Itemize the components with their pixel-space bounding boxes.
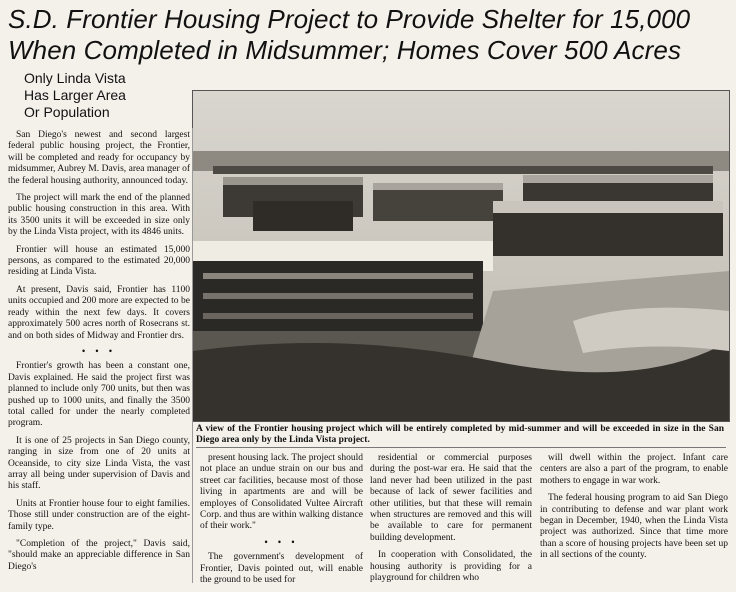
subheadline-line-1: Only Linda Vista: [24, 70, 126, 86]
subheadline-line-2: Has Larger Area: [24, 87, 126, 103]
paragraph: At present, Davis said, Frontier has 1100 units occupied and 200 more are expected to be ready within the next few days. It covers approximately 500 acres north of Rosecrans st. and on both sides of Midway and Frontier drs.: [8, 284, 190, 341]
headline-line-1: S.D. Frontier Housing Project to Provide Shelter for 15,000: [8, 4, 691, 34]
paragraph: Frontier will house an estimated 15,000 persons, as compared to the estimated 20,000 residing at Linda Vista.: [8, 244, 190, 278]
paragraph: In cooperation with Consolidated, the housing authority is providing for a playground for children who: [370, 550, 532, 584]
paragraph: The government's development of Frontier, Davis pointed out, will enable the ground to be used for: [200, 552, 363, 586]
section-separator: • • •: [264, 536, 299, 547]
article-column-1: [8, 130, 190, 579]
section-separator: • • •: [82, 345, 116, 356]
paragraph: residential or commercial purposes during the post-war era. He said that the land never had been utilized in the past because of lack of sewer facilities and other utilities, but that these will remain when structures are removed and this will be available to care for permanent building development.: [370, 453, 532, 543]
housing-project-photo: [192, 90, 730, 422]
article-column-4: [540, 453, 728, 568]
paragraph: It is one of 25 projects in San Diego county, ranging in size from one of 20 units at Oceanside, to city size Linda Vista, the vast array all being under supervision of Davis and his staff.: [8, 435, 190, 492]
paragraph: present housing lack. The project should not place an undue strain on our bus and street car facilities, because most of those living in apartments are and will be employes of Consolidated Vultee Aircraft Corp. and thus are within walking distance of their work.": [200, 453, 363, 532]
paragraph: "Completion of the project," Davis said, "should make an appreciable difference in San Diego's: [8, 539, 190, 572]
article-column-3: [370, 453, 532, 590]
caption-divider: [196, 447, 726, 448]
subheadline: [24, 70, 184, 121]
paragraph: The project will mark the end of the planned public housing construction in this area. With its 3500 units it will be exceeded in size only by the Linda Vista project, with its 4846 units.: [8, 193, 190, 238]
paragraph: Frontier's growth has been a constant one, Davis explained. He said the project first was planned to include only 700 units, but then was pushed up to 1000 units, and finally the 3500 total called for under the nearly completed program.: [8, 361, 190, 429]
paragraph: The federal housing program to aid San Diego in contributing to defense and war plant work began in December, 1940, when the Linda Vista project was authorized. Since that time more than a score of housing projects have been set up in all sections of the county.: [540, 493, 728, 561]
headline-line-2: When Completed in Midsummer; Homes Cover 500 Acres: [8, 35, 682, 65]
paragraph: San Diego's newest and second largest federal public housing project, the Frontier, will be completed and ready for occupancy by midsummer, Aubrey M. Davis, area manager of the federal housing authority, announced today.: [8, 130, 190, 186]
headline: [8, 4, 730, 66]
article-column-2: [200, 453, 363, 592]
photo-caption: A view of the Frontier housing project which will be entirely completed by mid-summer and will be exceeded in size in the San Diego area only by the Linda Vista project.: [196, 424, 724, 445]
paragraph: will dwell within the project. Infant care centers are also a part of the program, to enable mothers to engage in war work.: [540, 453, 728, 486]
paragraph: Units at Frontier house four to eight families. Those still under construction are of the eight-family type.: [8, 498, 190, 532]
subheadline-line-3: Or Population: [24, 104, 110, 120]
column-divider: [192, 128, 193, 583]
